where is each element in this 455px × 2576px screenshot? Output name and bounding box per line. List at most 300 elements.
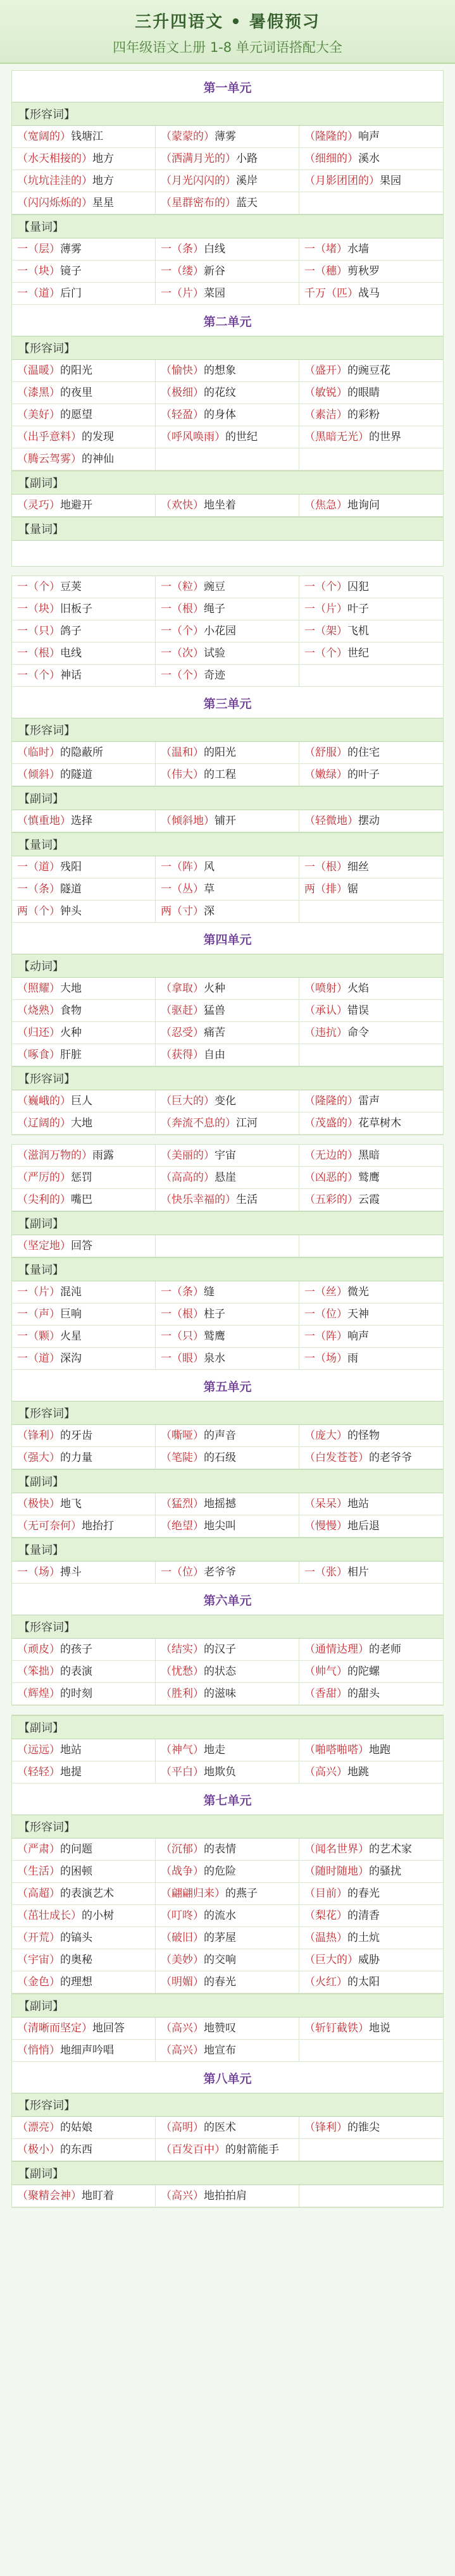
word-pair-cell — [12, 1883, 156, 1905]
word-modifier: （出乎意料） — [17, 431, 82, 443]
section-header: 【量词】 — [12, 1257, 443, 1281]
word-head: 的工程 — [204, 768, 236, 781]
word-head: 地说 — [369, 2022, 390, 2035]
word-modifier: （啪嗒啪嗒） — [304, 1744, 369, 1756]
word-head: 地盯着 — [82, 2190, 114, 2202]
word-modifier: （五彩的） — [304, 1193, 358, 1206]
word-modifier: （呆呆） — [304, 1498, 347, 1510]
word-head: 的东西 — [60, 2143, 92, 2156]
word-pair-cell — [156, 576, 299, 598]
word-pair-cell — [299, 878, 443, 901]
word-head: 新谷 — [204, 265, 225, 278]
word-pair-cell — [156, 261, 299, 283]
word-head: 残阳 — [60, 861, 82, 873]
word-modifier: 一（架） — [304, 625, 347, 638]
word-head: 的牙齿 — [60, 1429, 92, 1442]
word-head: 的老爷爷 — [369, 1451, 412, 1464]
word-head: 的隐蔽所 — [60, 746, 103, 759]
word-pair-cell — [156, 1447, 299, 1469]
word-modifier: （星群密布的） — [161, 197, 236, 209]
word-head: 的花纹 — [204, 386, 236, 399]
word-pair-cell — [12, 1447, 156, 1469]
word-modifier: 两（排） — [304, 883, 347, 896]
word-pair-cell — [299, 1281, 443, 1303]
word-pair-cell — [299, 1189, 443, 1211]
word-head: 的阳光 — [60, 364, 92, 377]
word-head: 地摇撼 — [204, 1498, 236, 1510]
word-pair-cell — [299, 1235, 443, 1257]
word-head: 草 — [204, 883, 215, 896]
unit-heading: 第三单元 — [203, 697, 252, 711]
word-head: 的问题 — [60, 1843, 92, 1856]
word-modifier: （巍峨的） — [17, 1095, 71, 1107]
word-grid — [12, 576, 443, 687]
word-modifier: 一（位） — [304, 1308, 347, 1321]
word-pair-cell — [12, 382, 156, 404]
word-pair-cell — [12, 764, 156, 786]
word-modifier: （辽阔的） — [17, 1117, 71, 1130]
word-pair-cell — [156, 448, 299, 471]
vocab-sheet — [11, 70, 444, 567]
word-head: 地细声吟唱 — [60, 2044, 114, 2057]
word-modifier: （高兴） — [161, 2190, 204, 2202]
word-pair-cell — [12, 1515, 156, 1538]
word-pair-cell — [299, 810, 443, 832]
word-head: 的甜头 — [347, 1687, 380, 1700]
word-head: 锯 — [347, 883, 358, 896]
word-head: 的怪物 — [347, 1429, 380, 1442]
word-modifier: （翩翩归来） — [161, 1887, 225, 1900]
word-pair-cell — [299, 1000, 443, 1022]
word-pair-cell — [299, 170, 443, 192]
word-head: 隧道 — [60, 883, 82, 896]
word-pair-cell — [12, 856, 156, 878]
word-modifier: （绝望） — [161, 1520, 204, 1532]
word-head: 的声音 — [204, 1429, 236, 1442]
word-pair-cell — [299, 1927, 443, 1949]
word-grid — [12, 978, 443, 1066]
word-head: 的力量 — [60, 1451, 92, 1464]
word-head: 的滋味 — [204, 1687, 236, 1700]
word-head: 叶子 — [347, 603, 369, 615]
word-modifier: （远远） — [17, 1744, 60, 1756]
word-modifier: （倾斜） — [17, 768, 60, 781]
word-head: 的豌豆花 — [347, 364, 390, 377]
word-modifier: （快乐幸福的） — [161, 1193, 236, 1206]
word-head: 深 — [204, 905, 215, 918]
word-pair-cell — [299, 665, 443, 687]
word-modifier: （巨大的） — [304, 1954, 358, 1966]
word-head: 云霞 — [358, 1193, 380, 1206]
word-modifier: （无可奈何） — [17, 1520, 82, 1532]
word-pair-cell — [12, 2018, 156, 2040]
word-modifier: （极小） — [17, 2143, 60, 2156]
word-modifier: （金色） — [17, 1976, 60, 1988]
word-modifier: 一（粒） — [161, 581, 204, 593]
word-head: 的阳光 — [204, 746, 236, 759]
word-modifier: （清晰而坚定） — [17, 2022, 92, 2035]
word-pair-cell — [12, 901, 156, 923]
word-pair-cell — [299, 448, 443, 471]
word-head: 的眼睛 — [347, 386, 380, 399]
section-header: 【形容词】 — [12, 1615, 443, 1639]
word-pair-cell — [299, 382, 443, 404]
word-head: 响声 — [347, 1330, 369, 1343]
word-modifier: 两（寸） — [161, 905, 204, 918]
word-modifier: （灵巧） — [17, 499, 60, 512]
word-pair-cell — [12, 238, 156, 261]
word-head: 囚犯 — [347, 581, 369, 593]
word-grid — [12, 1639, 443, 1705]
word-head: 的时刻 — [60, 1687, 92, 1700]
word-modifier: 一（片） — [304, 603, 347, 615]
word-modifier: （战争） — [161, 1865, 204, 1878]
word-head: 的骚扰 — [369, 1865, 401, 1878]
unit-heading: 第七单元 — [203, 1794, 252, 1808]
word-pair-cell — [12, 404, 156, 426]
word-modifier: （洒满月光的） — [161, 152, 236, 165]
word-pair-cell — [299, 2117, 443, 2139]
word-head: 镜子 — [60, 265, 82, 278]
word-head: 的理想 — [60, 1976, 92, 1988]
word-head: 生活 — [236, 1193, 258, 1206]
word-pair-cell — [12, 1839, 156, 1861]
word-pair-cell — [156, 382, 299, 404]
word-pair-cell — [12, 1927, 156, 1949]
word-pair-cell — [156, 1515, 299, 1538]
word-head: 神话 — [60, 669, 82, 682]
word-modifier: 一（场） — [17, 1566, 60, 1579]
word-modifier: 一（位） — [161, 1566, 204, 1579]
section-header: 【副词】 — [12, 786, 443, 810]
word-head: 火种 — [60, 1026, 82, 1039]
word-modifier: （结实） — [161, 1643, 204, 1656]
word-modifier: 一（块） — [17, 265, 60, 278]
word-modifier: （坚定地） — [17, 1240, 71, 1252]
word-pair-cell — [156, 1739, 299, 1761]
word-pair-cell — [156, 598, 299, 620]
word-head: 火种 — [204, 982, 225, 995]
word-pair-cell — [156, 1927, 299, 1949]
word-head: 的孩子 — [60, 1643, 92, 1656]
word-pair-cell — [299, 495, 443, 517]
word-modifier: （随时随地） — [304, 1865, 369, 1878]
word-modifier: 一（缕） — [161, 265, 204, 278]
word-modifier: （目前） — [304, 1887, 347, 1900]
word-head: 豌豆 — [204, 581, 225, 593]
word-modifier: 一（道） — [17, 861, 60, 873]
word-pair-cell — [156, 810, 299, 832]
word-head: 泉水 — [204, 1352, 225, 1365]
word-pair-cell — [156, 1348, 299, 1370]
word-head: 电线 — [60, 647, 82, 660]
word-modifier: 一（个） — [304, 647, 347, 660]
word-head: 深沟 — [60, 1352, 82, 1365]
word-grid — [12, 810, 443, 832]
word-pair-cell — [299, 148, 443, 170]
word-modifier: 一（阵） — [304, 1330, 347, 1343]
word-pair-cell — [12, 1761, 156, 1784]
blank-area — [12, 541, 443, 566]
word-head: 地提 — [60, 1766, 82, 1778]
word-head: 的流水 — [204, 1909, 236, 1922]
word-pair-cell — [12, 1090, 156, 1112]
word-modifier: （胜利） — [161, 1687, 204, 1700]
word-pair-cell — [12, 2185, 156, 2207]
word-head: 的身体 — [204, 409, 236, 421]
word-modifier: （锋利） — [304, 2121, 347, 2134]
word-modifier: （顽皮） — [17, 1643, 60, 1656]
word-pair-cell — [299, 192, 443, 214]
word-pair-cell — [156, 283, 299, 305]
unit-heading: 第二单元 — [203, 315, 252, 329]
word-pair-cell — [12, 170, 156, 192]
word-modifier: （通情达理） — [304, 1643, 369, 1656]
section-header: 【副词】 — [12, 2161, 443, 2185]
word-grid — [12, 742, 443, 786]
section-header: 【形容词】 — [12, 1815, 443, 1839]
word-head: 雨 — [347, 1352, 358, 1365]
word-head: 的表演艺术 — [60, 1887, 114, 1900]
word-pair-cell — [156, 148, 299, 170]
word-modifier: （腾云驾雾） — [17, 453, 82, 465]
word-head: 地抬打 — [82, 1520, 114, 1532]
word-head: 的表演 — [60, 1665, 92, 1678]
word-pair-cell — [299, 1326, 443, 1348]
word-modifier: 一（片） — [17, 1286, 60, 1298]
word-pair-cell — [12, 1145, 156, 1167]
word-pair-cell — [299, 1167, 443, 1189]
word-pair-cell — [12, 1905, 156, 1927]
word-pair-cell — [156, 1044, 299, 1066]
word-head: 的世纪 — [225, 431, 258, 443]
word-modifier: （香甜） — [304, 1687, 347, 1700]
word-head: 的土炕 — [347, 1932, 380, 1944]
word-pair-cell — [299, 1090, 443, 1112]
word-pair-cell — [299, 1044, 443, 1066]
word-modifier: （开荒） — [17, 1932, 60, 1944]
word-pair-cell — [156, 426, 299, 448]
word-grid — [12, 360, 443, 471]
word-modifier: 一（丝） — [304, 1286, 347, 1298]
word-head: 小花园 — [204, 625, 236, 638]
word-head: 鹫鹰 — [204, 1330, 225, 1343]
word-head: 奇迹 — [204, 669, 225, 682]
word-head: 的叶子 — [347, 768, 380, 781]
word-pair-cell — [12, 1189, 156, 1211]
word-pair-cell — [299, 360, 443, 382]
word-modifier: （高明） — [161, 2121, 204, 2134]
word-head: 回答 — [71, 1240, 92, 1252]
word-modifier: （叮咚） — [161, 1909, 204, 1922]
word-grid — [12, 126, 443, 214]
word-head: 的愿望 — [60, 409, 92, 421]
word-pair-cell — [12, 742, 156, 764]
word-pair-cell — [299, 1493, 443, 1515]
word-pair-cell — [299, 1348, 443, 1370]
word-pair-cell — [12, 878, 156, 901]
word-head: 火焰 — [347, 982, 369, 995]
word-modifier: （滋润万物的） — [17, 1149, 92, 1162]
word-head: 地欺负 — [204, 1766, 236, 1778]
word-head: 地赞叹 — [204, 2022, 236, 2035]
word-head: 地拍拍肩 — [204, 2190, 247, 2202]
word-pair-cell — [156, 192, 299, 214]
word-pair-cell — [156, 1145, 299, 1167]
vocab-sheet — [11, 1144, 444, 1706]
word-head: 薄雾 — [215, 130, 236, 143]
word-head: 的射箭能手 — [225, 2143, 279, 2156]
word-modifier: （轻轻） — [17, 1766, 60, 1778]
word-modifier: （奔流不息的） — [161, 1117, 236, 1130]
word-pair-cell — [299, 1839, 443, 1861]
word-pair-cell — [156, 1761, 299, 1784]
word-modifier: （笔陡） — [161, 1451, 204, 1464]
word-pair-cell — [156, 878, 299, 901]
word-modifier: （锋利） — [17, 1429, 60, 1442]
word-modifier: 一（条） — [161, 243, 204, 256]
word-head: 的镐头 — [60, 1932, 92, 1944]
word-pair-cell — [12, 1661, 156, 1683]
word-modifier: 一（只） — [17, 625, 60, 638]
word-pair-cell — [156, 1683, 299, 1705]
word-head: 的燕子 — [225, 1887, 258, 1900]
word-pair-cell — [299, 1949, 443, 1971]
word-modifier: （忍受） — [161, 1026, 204, 1039]
section-header: 【形容词】 — [12, 336, 443, 360]
word-modifier: （强大） — [17, 1451, 60, 1464]
word-head: 的困顿 — [60, 1865, 92, 1878]
word-pair-cell — [12, 978, 156, 1000]
word-grid — [12, 1493, 443, 1538]
word-modifier: （欢快） — [161, 499, 204, 512]
word-modifier: （漂亮） — [17, 2121, 60, 2134]
word-pair-cell — [156, 764, 299, 786]
word-pair-cell — [299, 1905, 443, 1927]
word-modifier: （敏锐） — [304, 386, 347, 399]
word-pair-cell — [12, 448, 156, 471]
word-head: 宇宙 — [215, 1149, 236, 1162]
word-pair-cell — [156, 742, 299, 764]
word-head: 地飞 — [60, 1498, 82, 1510]
word-modifier: （茁壮成长） — [17, 1909, 82, 1922]
word-pair-cell — [299, 1971, 443, 1994]
word-pair-cell — [299, 1145, 443, 1167]
word-modifier: （蒙蒙的） — [161, 130, 215, 143]
word-pair-cell — [299, 643, 443, 665]
word-pair-cell — [12, 576, 156, 598]
word-head: 地方 — [92, 175, 114, 187]
word-head: 战马 — [358, 287, 380, 300]
word-head: 鸽子 — [60, 625, 82, 638]
word-modifier: （帅气） — [304, 1665, 347, 1678]
word-head: 响声 — [358, 130, 380, 143]
word-modifier: 一（根） — [161, 1308, 204, 1321]
word-head: 地后退 — [347, 1520, 380, 1532]
word-modifier: （严肃） — [17, 1843, 60, 1856]
word-head: 的交响 — [204, 1954, 236, 1966]
word-pair-cell — [299, 404, 443, 426]
word-pair-cell — [12, 1949, 156, 1971]
word-pair-cell — [156, 1883, 299, 1905]
word-modifier: 一（条） — [161, 1286, 204, 1298]
word-modifier: 一（根） — [304, 861, 347, 873]
word-head: 地方 — [92, 152, 114, 165]
word-modifier: 一（阵） — [161, 861, 204, 873]
word-pair-cell — [12, 1683, 156, 1705]
word-pair-cell — [156, 1839, 299, 1861]
word-head: 地宣布 — [204, 2044, 236, 2057]
word-modifier: （猛烈） — [161, 1498, 204, 1510]
word-head: 溪岸 — [236, 175, 258, 187]
word-pair-cell — [156, 901, 299, 923]
word-modifier: （呼风唤雨） — [161, 431, 225, 443]
word-modifier: （悄悄） — [17, 2044, 60, 2057]
word-pair-cell — [299, 1739, 443, 1761]
word-grid — [12, 1235, 443, 1257]
word-head: 绳子 — [204, 603, 225, 615]
word-grid — [12, 495, 443, 517]
unit-heading: 第四单元 — [203, 933, 252, 947]
word-pair-cell — [156, 620, 299, 643]
word-modifier: 一（只） — [161, 1330, 204, 1343]
word-head: 溪水 — [358, 152, 380, 165]
word-modifier: 一（穗） — [304, 265, 347, 278]
word-modifier: （细细的） — [304, 152, 358, 165]
word-head: 选择 — [71, 815, 92, 827]
word-head: 巨人 — [71, 1095, 92, 1107]
page-subtitle: 四年级语文上册 1-8 单元词语搭配大全 — [113, 40, 342, 55]
word-modifier: （慎重地） — [17, 815, 71, 827]
word-modifier: 一（道） — [17, 1352, 60, 1365]
word-pair-cell — [12, 1493, 156, 1515]
word-pair-cell — [299, 2139, 443, 2161]
word-head: 的彩粉 — [347, 409, 380, 421]
word-pair-cell — [156, 2139, 299, 2161]
word-head: 微光 — [347, 1286, 369, 1298]
word-pair-cell — [12, 1000, 156, 1022]
word-pair-cell — [299, 978, 443, 1000]
word-head: 钱塘江 — [71, 130, 103, 143]
word-modifier: （极快） — [17, 1498, 60, 1510]
word-head: 自由 — [204, 1049, 225, 1061]
word-modifier: 一（堵） — [304, 243, 347, 256]
word-grid — [12, 1090, 443, 1135]
word-pair-cell — [156, 170, 299, 192]
word-head: 薄雾 — [60, 243, 82, 256]
word-pair-cell — [156, 2185, 299, 2207]
page-title: 三升四语文 • 暑假预习 — [135, 13, 320, 32]
word-head: 的状态 — [204, 1665, 236, 1678]
word-grid — [12, 2018, 443, 2062]
word-pair-cell — [299, 2018, 443, 2040]
word-modifier: （漆黑） — [17, 386, 60, 399]
word-pair-cell — [12, 810, 156, 832]
word-modifier: （月光闪闪的） — [161, 175, 236, 187]
section-header: 【副词】 — [12, 1715, 443, 1739]
word-modifier: （火红） — [304, 1976, 347, 1988]
word-head: 的陀螺 — [347, 1665, 380, 1678]
word-modifier: 一（道） — [17, 287, 60, 300]
word-pair-cell — [12, 2139, 156, 2161]
word-head: 地询问 — [347, 499, 380, 512]
unit-heading: 第五单元 — [203, 1380, 252, 1394]
word-modifier: 一（个） — [161, 669, 204, 682]
word-pair-cell — [299, 2185, 443, 2207]
word-modifier: （高兴） — [161, 2022, 204, 2035]
word-pair-cell — [156, 643, 299, 665]
word-modifier: 一（个） — [161, 625, 204, 638]
